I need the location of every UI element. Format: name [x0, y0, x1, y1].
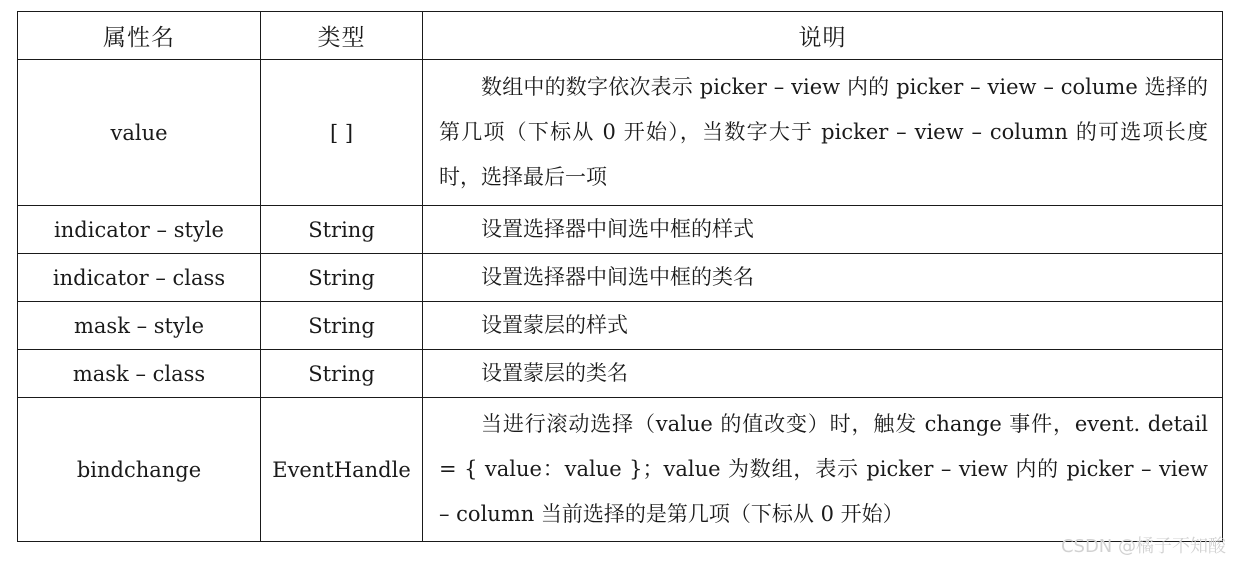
attribute-description-cell — [423, 398, 1223, 542]
attribute-type-cell: String — [261, 254, 423, 302]
table-row — [18, 398, 1223, 542]
table-row — [18, 350, 1223, 398]
description-text: 数组中的数字依次表示 picker – view 内的 picker – view – colume 选择的第几项（下标从 0 开始），当数字大于 picker – view – column 的可选项长度时，选择最后一项 — [439, 75, 1208, 189]
attribute-name-cell: indicator – class — [18, 254, 261, 302]
attribute-name-cell: bindchange — [18, 398, 261, 542]
header-description: 说明 — [423, 12, 1223, 60]
table-header-row — [18, 12, 1223, 60]
attribute-name-cell: value — [18, 60, 261, 206]
description-text: 设置蒙层的类名 — [481, 361, 628, 385]
description-text: 设置蒙层的样式 — [481, 313, 628, 337]
attribute-table — [17, 11, 1223, 542]
attribute-description-cell — [423, 254, 1223, 302]
watermark: CSDN @橘子不知酸 — [1060, 536, 1226, 557]
table-row — [18, 206, 1223, 254]
description-text: 设置选择器中间选中框的样式 — [481, 217, 754, 241]
header-type: 类型 — [261, 12, 423, 60]
description-text: 当进行滚动选择（value 的值改变）时，触发 change 事件，event. detail = { value：value }；value 为数组，表示 picker – view 内的 picker – view – column 当前选择的是第几项（下标从 0 开始） — [439, 412, 1208, 526]
description-text: 设置选择器中间选中框的类名 — [481, 265, 754, 289]
attribute-type-cell: String — [261, 302, 423, 350]
attribute-description-cell — [423, 302, 1223, 350]
attribute-name-cell: mask – style — [18, 302, 261, 350]
table-row — [18, 302, 1223, 350]
attribute-name-cell: indicator – style — [18, 206, 261, 254]
attribute-description-cell — [423, 206, 1223, 254]
attribute-type-cell: EventHandle — [261, 398, 423, 542]
attribute-type-cell: String — [261, 350, 423, 398]
attribute-type-cell: String — [261, 206, 423, 254]
header-attribute-name: 属性名 — [18, 12, 261, 60]
table-row — [18, 254, 1223, 302]
attribute-name-cell: mask – class — [18, 350, 261, 398]
table-row — [18, 60, 1223, 206]
attribute-type-cell: [ ] — [261, 60, 423, 206]
attribute-description-cell — [423, 60, 1223, 206]
attribute-description-cell — [423, 350, 1223, 398]
